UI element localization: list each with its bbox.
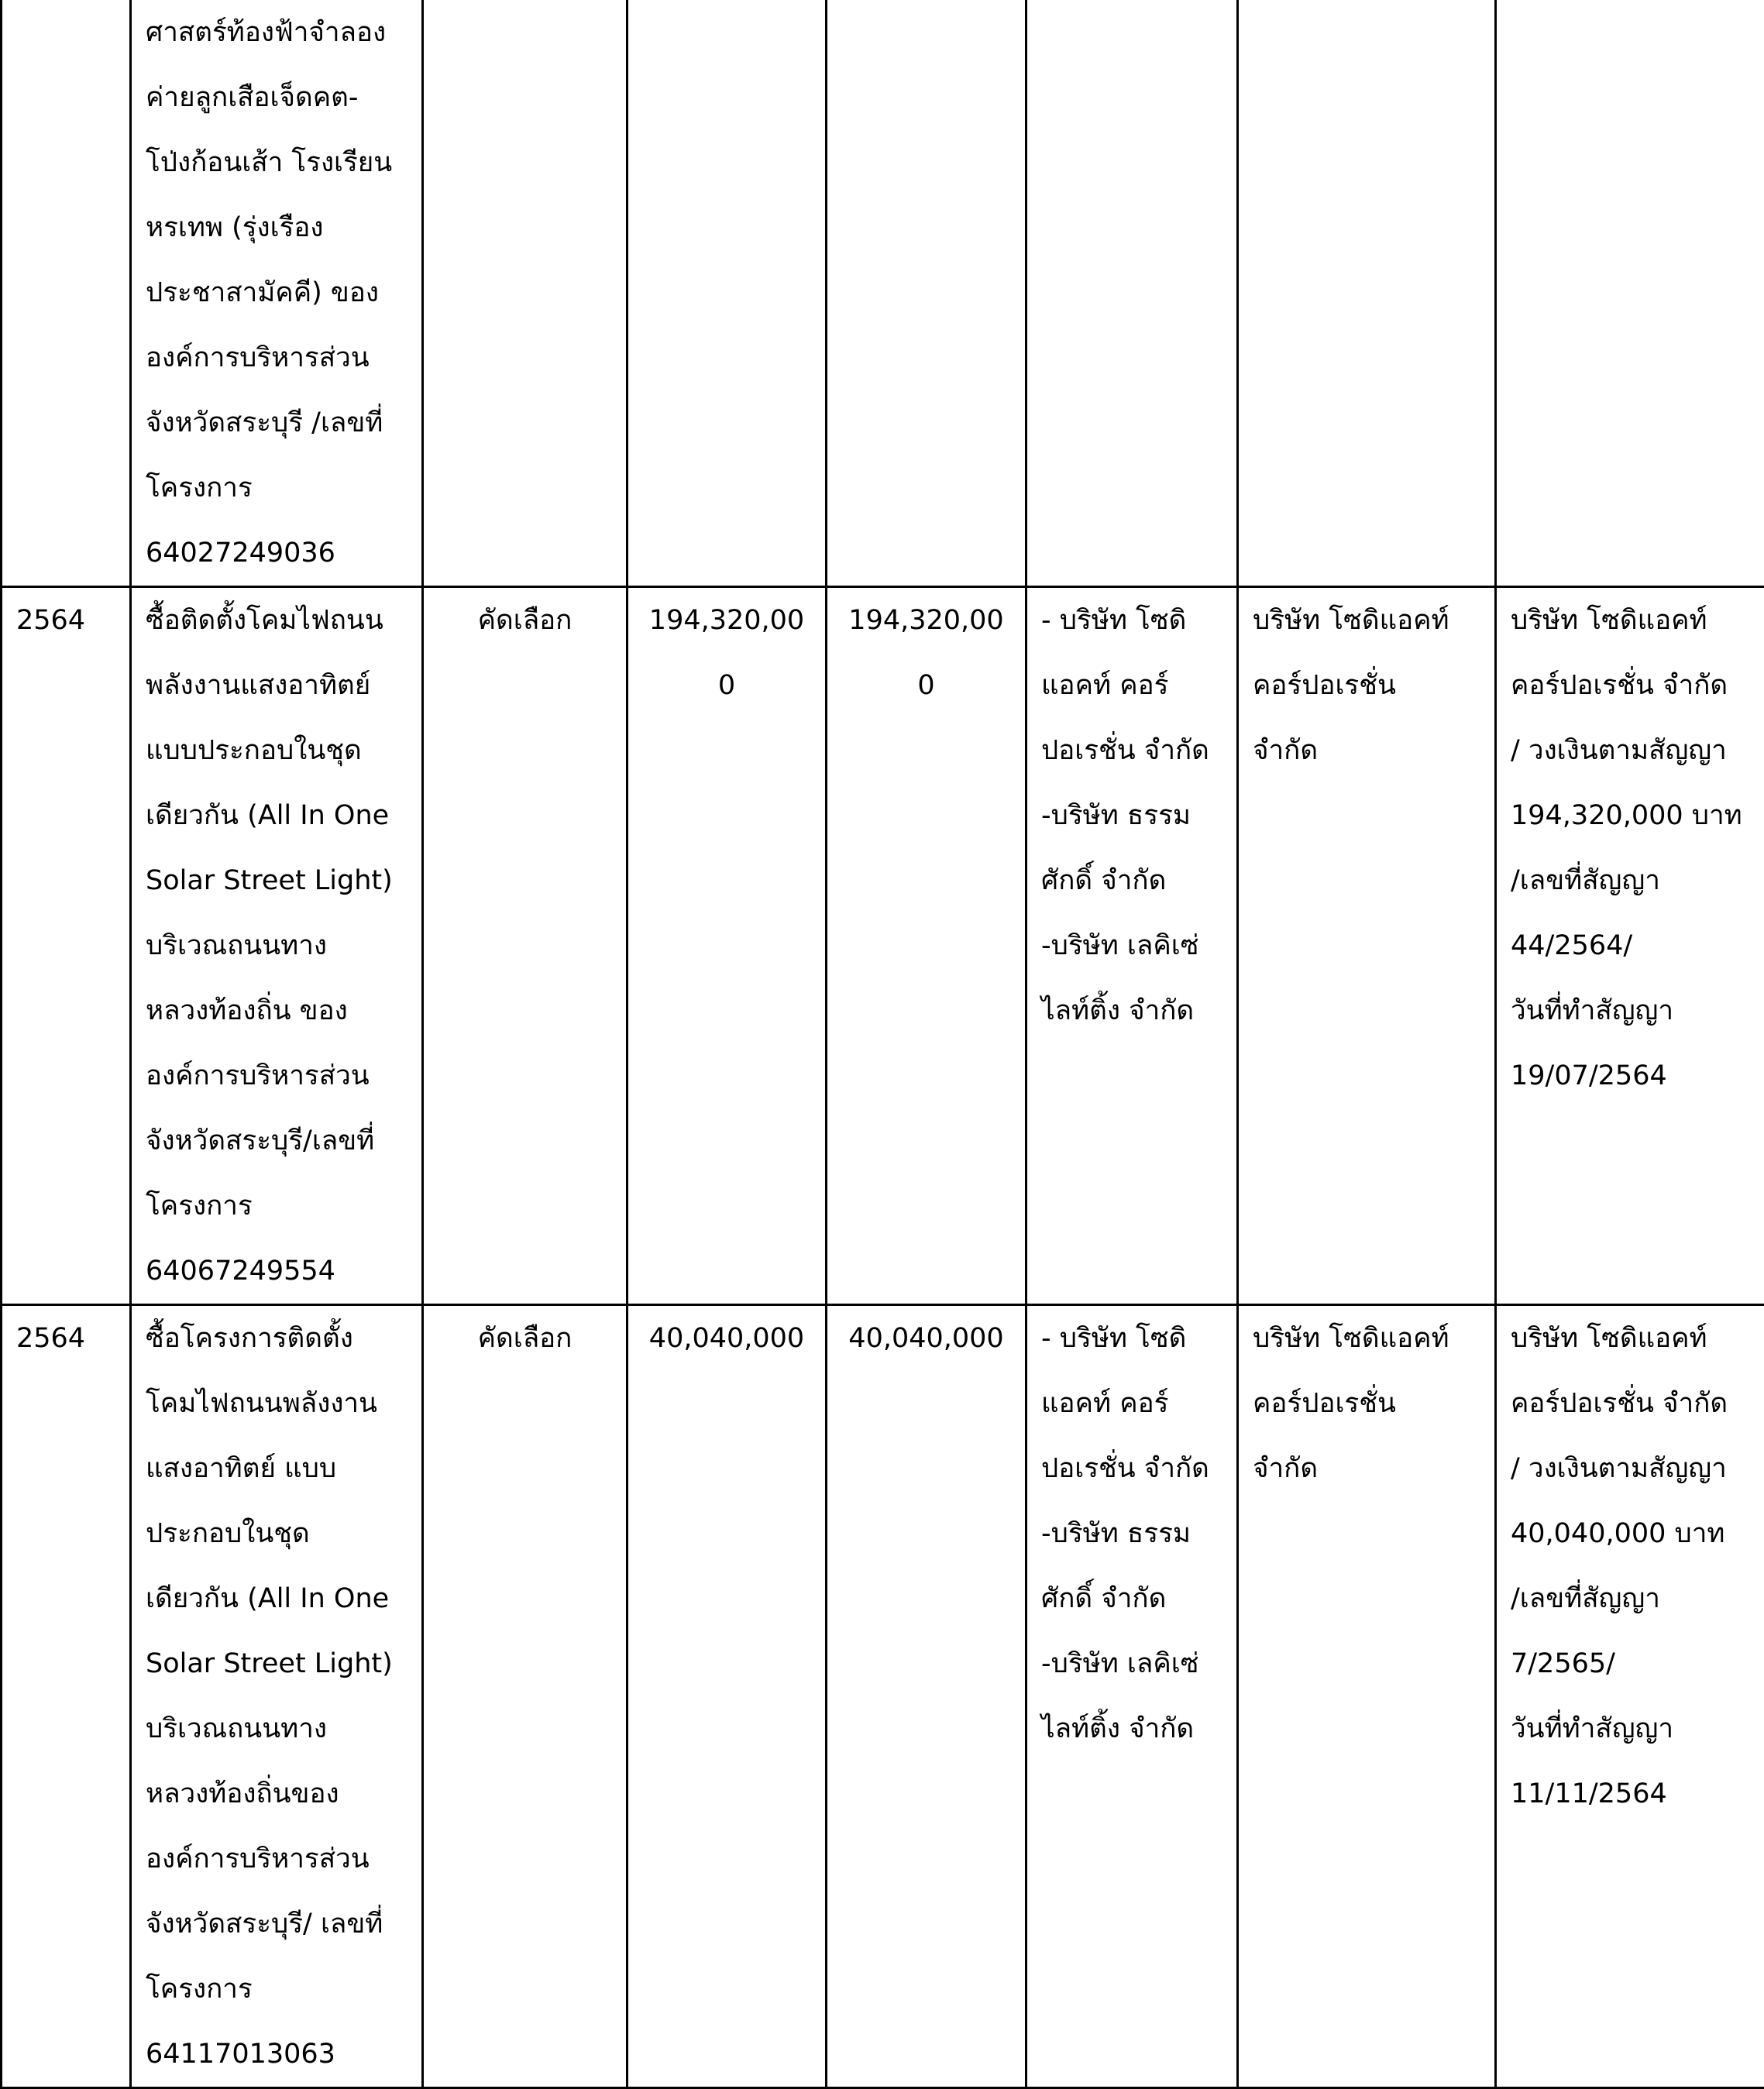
median-price-cell [827,0,1026,587]
bidders-cell [1026,0,1238,587]
winner-cell: บริษัท โซดิแอคท์ คอร์ปอเรชั่น จำกัด [1238,587,1496,1305]
median-price-cell: 194,320,000 [827,587,1026,1305]
contract-cell [1496,0,1764,587]
method-cell: คัดเลือก [423,587,628,1305]
project-cell: ซื้อโครงการติดตั้ง โคมไฟถนนพลังงาน แสงอาทิตย์ แบบ ประกอบในชุด เดียวกัน (All In One Solar Street Light) บริเวณถนนทาง หลวงท้องถิ่นของ องค์การบริหารส่วน จังหวัดสระบุรี/ เลขที่ โครงการ 64117013063 [131,1305,423,2088]
project-cell: ซื้อติดตั้งโคมไฟถนน พลังงานแสงอาทิตย์ แบบประกอบในชุด เดียวกัน (All In One Solar Street Light) บริเวณถนนทาง หลวงท้องถิ่น ของ องค์การบริหารส่วน จังหวัดสระบุรี/เลขที่ โครงการ 64067249554 [131,587,423,1305]
year-cell: 2564 [2,1305,131,2088]
budget-cell [628,0,827,587]
year-cell: 2564 [2,587,131,1305]
table-row [2,0,1764,587]
contract-cell: บริษัท โซดิแอคท์ คอร์ปอเรชั่น จำกัด / วงเงินตามสัญญา 40,040,000 บาท /เลขที่สัญญา 7/2565/ วันที่ทำสัญญา 11/11/2564 [1496,1305,1764,2088]
year-cell [2,0,131,587]
method-cell [423,0,628,587]
table-row [2,587,1764,1305]
budget-cell: 194,320,000 [628,587,827,1305]
bidders-cell: - บริษัท โซดิ แอคท์ คอร์ ปอเรชั่น จำกัด -บริษัท ธรรม ศักดิ์ จำกัด -บริษัท เลคิเซ่ ไลท์ติ้ง จำกัด [1026,587,1238,1305]
winner-cell [1238,0,1496,587]
bidders-cell: - บริษัท โซดิ แอคท์ คอร์ ปอเรชั่น จำกัด -บริษัท ธรรม ศักดิ์ จำกัด -บริษัท เลคิเซ่ ไลท์ติ้ง จำกัด [1026,1305,1238,2088]
project-cell: ศาสตร์ท้องฟ้าจำลอง ค่ายลูกเสือเจ็ดคต- โป่งก้อนเส้า โรงเรียน หรเทพ (รุ่งเรือง ประชาสามัคคี) ของ องค์การบริหารส่วน จังหวัดสระบุรี /เลขที่ โครงการ 64027249036 [131,0,423,587]
winner-cell: บริษัท โซดิแอคท์ คอร์ปอเรชั่น จำกัด [1238,1305,1496,2088]
contract-cell: บริษัท โซดิแอคท์ คอร์ปอเรชั่น จำกัด / วงเงินตามสัญญา 194,320,000 บาท /เลขที่สัญญา 44/2564/ วันที่ทำสัญญา 19/07/2564 [1496,587,1764,1305]
budget-cell: 40,040,000 [628,1305,827,2088]
median-price-cell: 40,040,000 [827,1305,1026,2088]
method-cell: คัดเลือก [423,1305,628,2088]
table-row [2,1305,1764,2088]
